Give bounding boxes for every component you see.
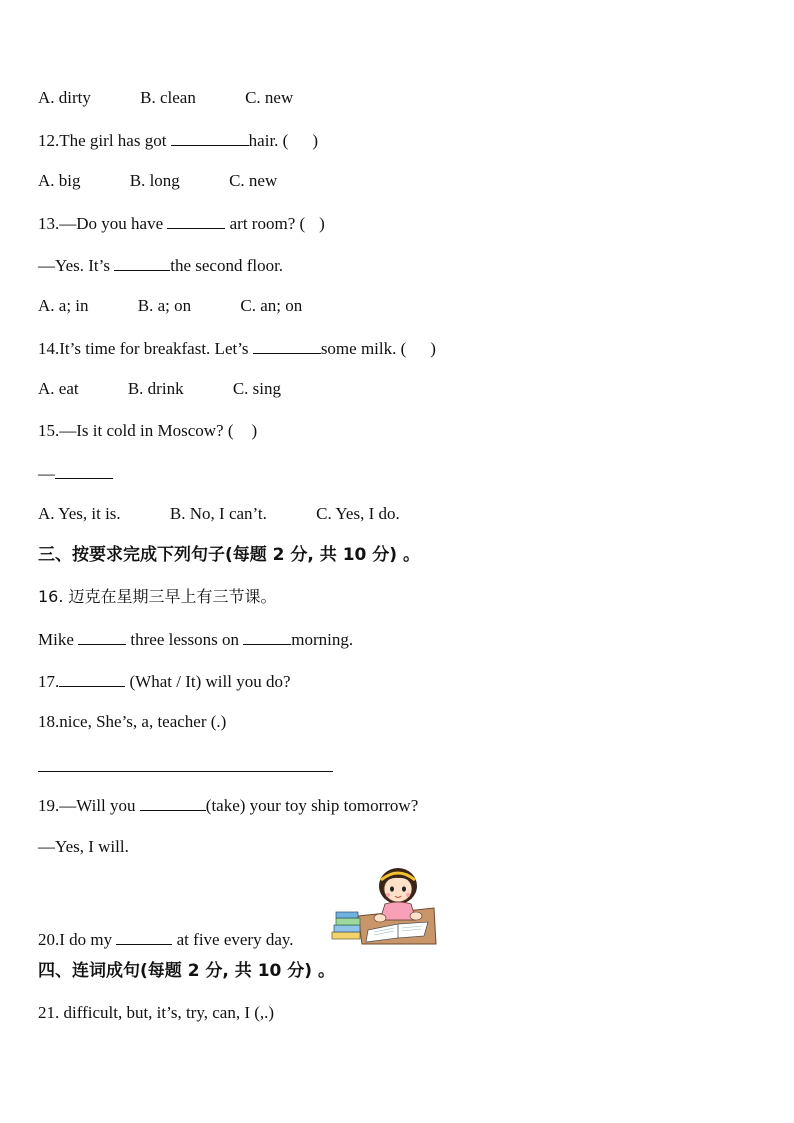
q13-option-b[interactable]: B. a; on [137,296,192,315]
q14-option-a[interactable]: A. eat [38,379,79,398]
q12-blank[interactable] [171,130,249,146]
q16-chinese: 16. 迈克在星期三早上有三节课。 [38,587,277,606]
q13-options [38,296,302,316]
q18: 18.nice, She’s, a, teacher (.) [38,712,227,731]
q14-text-after: some milk. ( [320,339,407,358]
q11-options [38,88,293,108]
q16-text-c: morning. [291,630,354,649]
q13-text-before: 13.—Do you have [38,214,168,233]
q15-options [38,504,400,524]
q13-text-after: art room? ( [225,214,306,233]
q17 [38,671,291,692]
q11-option-c[interactable]: C. new [245,88,294,107]
q16-blank-1[interactable] [78,629,126,645]
q14-options [38,379,281,399]
q13-option-c[interactable]: C. an; on [240,296,303,315]
q20-text-after: at five every day. [172,930,294,949]
q16-blank-2[interactable] [243,629,291,645]
q15-option-b[interactable]: B. No, I can’t. [169,504,267,523]
girl-studying-illustration [328,864,438,946]
q15-reply-dash: — [38,464,55,483]
q14-option-b[interactable]: B. drink [127,379,184,398]
q15-text: 15.—Is it cold in Moscow? ( [38,421,234,440]
q15-paren-close: ) [251,421,258,440]
q16-text-a: Mike [38,630,79,649]
q17-number: 17. [38,672,60,691]
q13-reply [38,255,283,276]
q12-stem [38,130,318,151]
q19-text-before: 19.—Will you [38,796,140,815]
q15-option-c[interactable]: C. Yes, I do. [316,504,400,523]
q19-reply: —Yes, I will. [38,837,129,856]
section-3-heading: 三、按要求完成下列句子(每题 2 分, 共 10 分) 。 [38,545,420,565]
q14-paren-close: ) [430,339,436,358]
q15-stem [38,421,257,441]
q19-blank[interactable] [140,795,206,811]
q12-option-b[interactable]: B. long [129,171,180,190]
q14-option-c[interactable]: C. sing [232,379,282,398]
q13-option-a[interactable]: A. a; in [38,296,89,315]
q12-option-a[interactable]: A. big [38,171,81,190]
q15-reply [38,463,113,484]
q13-paren-close: ) [319,214,325,233]
q13-stem [38,213,325,234]
q12-options [38,171,277,191]
q12-text-before: 12.The girl has got [38,131,171,150]
q13-blank-1[interactable] [167,213,225,229]
q15-blank[interactable] [55,463,113,479]
q15-option-a[interactable]: A. Yes, it is. [38,504,121,523]
q14-text-before: 14.It’s time for breakfast. Let’s [38,339,253,358]
q20 [38,929,294,950]
q17-blank[interactable] [59,671,125,687]
q12-text-after: hair. ( [248,131,289,150]
q14-blank[interactable] [253,338,321,354]
q20-blank[interactable] [116,929,172,945]
q21: 21. difficult, but, it’s, try, can, I (,.) [38,1003,275,1022]
section-4-heading: 四、连词成句(每题 2 分, 共 10 分) 。 [38,961,335,981]
q13-reply-before: —Yes. It’s [38,256,115,275]
q12-paren-close: ) [312,131,318,150]
q18-answer-line[interactable] [38,771,333,772]
q13-reply-after: the second floor. [170,256,284,275]
q11-option-b[interactable]: B. clean [140,88,196,107]
q16-text-b: three lessons on [126,630,244,649]
q19-text-after: (take) your toy ship tomorrow? [205,796,419,815]
q17-text: (What / It) will you do? [125,672,291,691]
q12-option-c[interactable]: C. new [229,171,278,190]
q13-blank-2[interactable] [114,255,170,271]
q20-text-before: 20.I do my [38,930,117,949]
q11-option-a[interactable]: A. dirty [38,88,91,107]
q19-stem [38,795,418,816]
q14-stem [38,338,436,359]
q16-english [38,629,353,650]
